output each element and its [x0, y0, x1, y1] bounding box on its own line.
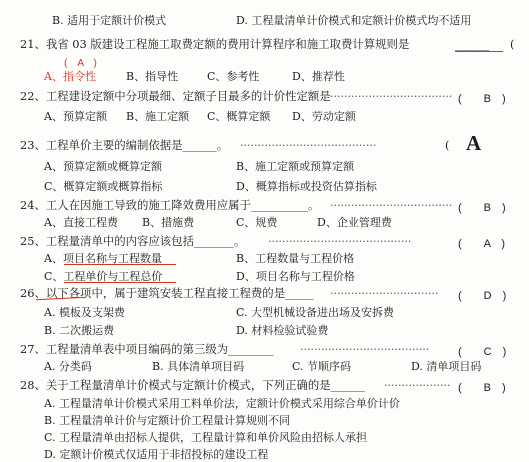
q27-answer: ( C )	[458, 346, 507, 358]
q22-stem: 22、工程建设定额中分项最细、定额子目最多的计价性定额是	[20, 89, 331, 103]
q25-option-a: A、项目名称与工程数量	[44, 252, 162, 265]
q22-option-a: A、预算定额	[44, 110, 107, 123]
q21-blank: ______	[455, 37, 490, 51]
q24-option-b: B、措施费	[142, 216, 195, 229]
q20-option-d: D. 工程量清单计价模式和定额计价模式均不适用	[236, 14, 472, 27]
q25-answer: ( A )	[458, 238, 506, 250]
q23-stem: 23、工程单价主要的编制依据是______。	[20, 138, 229, 152]
q24-option-a: A、直接工程费	[44, 216, 118, 229]
q21-handwritten-answer: ( A )	[64, 58, 97, 69]
q23-option-b: B、施工定额或预算定额	[236, 160, 355, 173]
q26-option-d: D. 材料检验试验费	[236, 324, 329, 337]
q26-dots: ·······························	[330, 287, 439, 300]
q24-dots: ···································	[330, 199, 453, 212]
q27-option-d: D. 清单项目码	[411, 360, 482, 373]
q26-stem: 26、以下各项中，属于建筑安装工程直接工程费的是_____	[20, 286, 314, 300]
q25-option-d: D、项目名称与工程价格	[236, 270, 355, 283]
q22-option-b: B、施工定额	[126, 110, 190, 123]
q21-option-b: B、指导性	[126, 70, 179, 83]
q21-paren: (	[510, 37, 515, 51]
q25-red-underline-c	[64, 282, 176, 283]
q28-option-d: D. 定额计价模式仅适用于非招投标的建设工程	[44, 448, 269, 461]
q21-option-d: D、推荐性	[292, 70, 345, 83]
q21-option-c: C、参考性	[207, 70, 260, 83]
q28-option-b: B. 工程量清单计价与定额计价工程量计算规则不同	[44, 414, 291, 427]
q26-option-c: C. 大型机械设备进出场及安拆费	[236, 306, 395, 319]
q25-red-underline-a	[64, 264, 176, 265]
q25-dots: ·········································	[268, 235, 412, 248]
q24-stem: 24、工人在因施工导致的施工降效费用应属于__________。	[20, 198, 320, 212]
q25-option-c: C、工程单价与工程总价	[44, 270, 163, 283]
q25-option-b: B、工程数量与工程价格	[236, 252, 355, 265]
q20-option-b: B. 适用于定额计价模式	[52, 14, 167, 27]
q23-paren: (	[445, 138, 450, 152]
q22-answer: ( B )	[458, 93, 506, 105]
q27-option-a: A. 分类码	[44, 360, 92, 373]
q27-stem: 27、工程量清单表中项目编码的第三级为________	[20, 342, 274, 356]
q25-stem: 25、工程量清单中的内容应该包括_______。	[20, 234, 246, 248]
q28-option-c: C. 工程量清单由招标人提供，工程量计算和单价风险由招标人承担	[44, 431, 368, 444]
q26-answer: ( D )	[458, 290, 507, 302]
q28-dots: ···················	[384, 379, 451, 392]
q22-option-d: D、劳动定额	[292, 110, 356, 123]
q22-dots: ···································	[330, 90, 453, 103]
q27-option-c: C. 节顺序码	[292, 360, 352, 373]
q23-option-a: A、预算定额或概算定额	[44, 160, 162, 173]
q24-option-d: D、企业管理费	[317, 216, 392, 229]
q21-red-underline	[455, 51, 503, 52]
q23-dots: ·······································	[240, 139, 377, 152]
q23-option-c: C、概算定额或概算指标	[44, 180, 163, 193]
q27-option-b: B. 具体清单项目码	[152, 360, 245, 373]
q21-stem: 21、我省 03 版建设工程施工取费定额的费用计算程序和施工取费计算规则是	[20, 37, 410, 51]
q26-option-a: A. 模板及支架费	[44, 306, 125, 319]
q24-answer: ( B )	[458, 202, 506, 214]
q28-stem: 28、关于工程量清单计价模式与定额计价模式，下列正确的是______	[20, 378, 365, 392]
q23-option-d: D、概算指标或投资估算指标	[236, 180, 377, 193]
q22-option-c: C、概算定额	[207, 110, 271, 123]
q28-answer: ( B )	[458, 382, 506, 394]
q24-option-c: C、规费	[236, 216, 278, 229]
q23-answer: A	[466, 131, 482, 155]
q26-option-b: B. 二次搬运费	[44, 324, 115, 337]
q28-option-a: A. 工程量清单计价模式采用工料单价法，定额计价模式采用综合单价计价	[44, 397, 400, 410]
q21-option-a: A、指令性	[44, 70, 96, 83]
q27-dots: ·····································	[300, 343, 430, 356]
